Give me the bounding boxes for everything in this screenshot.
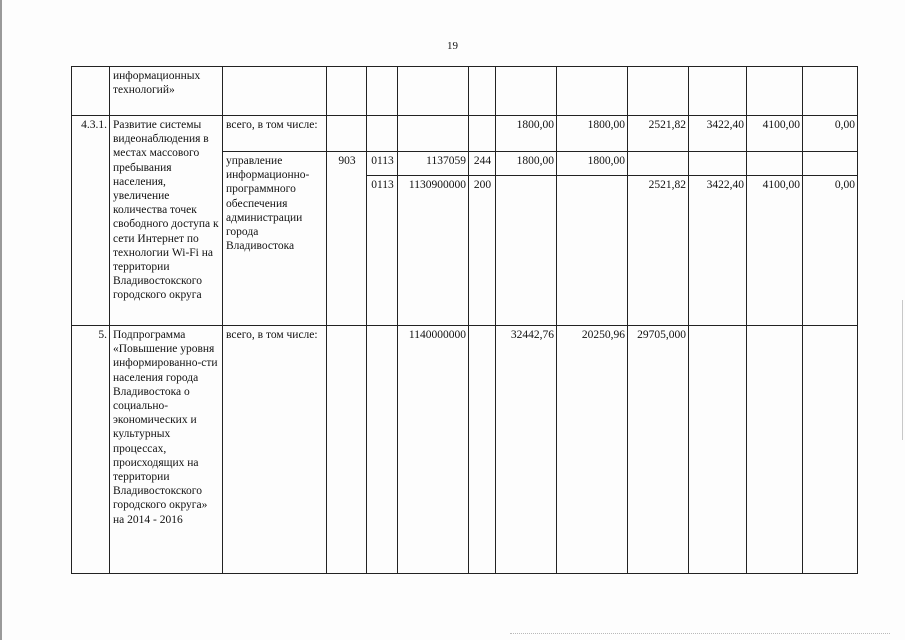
- cell-value: 2521,82: [628, 116, 689, 152]
- cell-code: 4.3.1.: [72, 116, 110, 326]
- cell-grbs: [327, 326, 367, 574]
- cell-value: [803, 152, 858, 176]
- cell-value: 32442,76: [496, 326, 557, 574]
- table-row-continuation: [72, 67, 858, 116]
- cell-csr: [398, 67, 469, 116]
- cell-rzpr: [367, 67, 398, 116]
- scan-edge-left: [0, 0, 2, 640]
- cell-grbs: [327, 116, 367, 152]
- page-number: 19: [447, 40, 458, 52]
- cell-value: [803, 67, 858, 116]
- cell-value: [689, 152, 747, 176]
- cell-vr: [469, 326, 496, 574]
- cell-name: Развитие системы видеонаблюдения в местах массового пребывания населения, увеличение количества точек свободного доступа к сети Интернет по технологии Wi-Fi на территории Владивостокского городского округа: [110, 116, 223, 326]
- cell-value: 0,00: [803, 116, 858, 152]
- table-row-431-total: [72, 116, 858, 152]
- cell-value: 4100,00: [747, 176, 803, 326]
- cell-value: [628, 67, 689, 116]
- cell-rzpr: [367, 326, 398, 574]
- cell-rzpr: 0113: [367, 152, 398, 176]
- cell-value: [496, 176, 557, 326]
- cell-value: [747, 67, 803, 116]
- cell-grbs: 903: [327, 152, 367, 326]
- cell-vr: 244: [469, 152, 496, 176]
- cell-value: 1800,00: [496, 116, 557, 152]
- scan-footer-noise: [510, 633, 890, 635]
- cell-executor: [223, 67, 327, 116]
- cell-rzpr: 0113: [367, 176, 398, 326]
- cell-value: [628, 152, 689, 176]
- cell-value: [747, 326, 803, 574]
- cell-value: 1800,00: [557, 152, 628, 176]
- cell-grbs: [327, 67, 367, 116]
- cell-value: [803, 326, 858, 574]
- cell-executor: всего, в том числе:: [223, 326, 327, 574]
- cell-code: [72, 67, 110, 116]
- cell-name: Подпрограмма «Повышение уровня информированно-сти населения города Владивостока о социально-экономических и культурных процессах, происходящих на территории Владивостокского городского округа» на 2014 - 2016: [110, 326, 223, 574]
- cell-vr: [469, 67, 496, 116]
- table-row-5: [72, 326, 858, 574]
- cell-vr: 200: [469, 176, 496, 326]
- cell-csr: [398, 116, 469, 152]
- cell-value: [689, 326, 747, 574]
- cell-value: 20250,96: [557, 326, 628, 574]
- cell-csr: 1140000000: [398, 326, 469, 574]
- cell-executor: всего, в том числе:: [223, 116, 327, 152]
- cell-value: 3422,40: [689, 116, 747, 152]
- cell-executor: управление информационно-программного обеспечения администрации города Владивостока: [223, 152, 327, 326]
- cell-value: [557, 67, 628, 116]
- cell-value: 1800,00: [496, 152, 557, 176]
- cell-vr: [469, 116, 496, 152]
- cell-value: [689, 67, 747, 116]
- cell-value: 2521,82: [628, 176, 689, 326]
- cell-value: 29705,000: [628, 326, 689, 574]
- cell-value: 4100,00: [747, 116, 803, 152]
- cell-value: [496, 67, 557, 116]
- cell-value: [557, 176, 628, 326]
- cell-value: 3422,40: [689, 176, 747, 326]
- cell-value: 1800,00: [557, 116, 628, 152]
- cell-rzpr: [367, 116, 398, 152]
- cell-value: 0,00: [803, 176, 858, 326]
- budget-table: [71, 66, 858, 574]
- cell-name: информационных технологий»: [110, 67, 223, 116]
- cell-csr: 1137059: [398, 152, 469, 176]
- cell-code: 5.: [72, 326, 110, 574]
- cell-value: [747, 152, 803, 176]
- cell-csr: 1130900000: [398, 176, 469, 326]
- scan-edge-right: [902, 300, 903, 440]
